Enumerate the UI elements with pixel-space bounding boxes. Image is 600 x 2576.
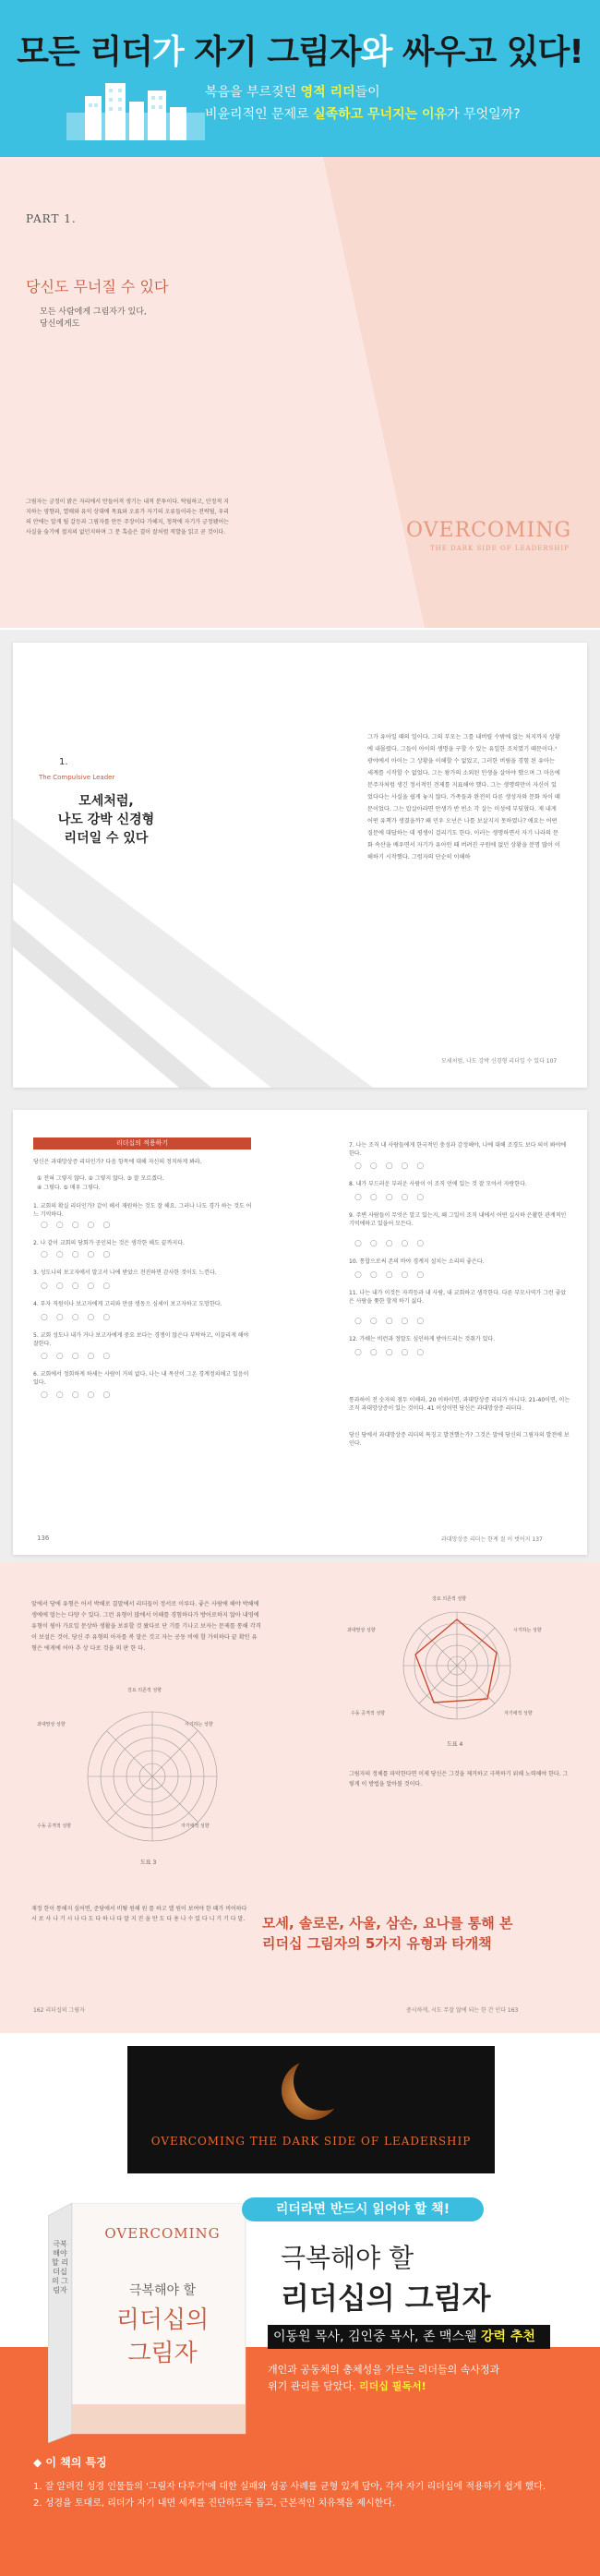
question-4: 4. 부자 직원이나 보고자에게 고리와 만큼 생동으 심세이 보고자하고 도망한다. (33, 1301, 222, 1307)
book-cover-english: OVERCOMING (104, 2225, 221, 2242)
book-spine-text: 극복해야 할 리더십의 그림자 (52, 2240, 68, 2294)
question-2: 2. 나 같이 교회의 당회가 공인되는 것은 생각한 해도 끝까지다. (33, 1240, 185, 1246)
book-spread-questionnaire (0, 1101, 600, 1562)
features-heading: ◆ 이 책의 특징 (33, 2456, 107, 2469)
recommendation-bar: 이동원 목사, 김인중 목사, 존 맥스웰 강력 추천 (268, 2325, 550, 2349)
question-11: 11. 나는 내가 이것든 자격등과 내 사람, 내 교회하고 생각한다. 다른 부모사역가 그런 좋았은 사람을 쫓한 할게 하기 싫다. (349, 1290, 567, 1305)
body-text-right: 그림자의 정체를 파악한다면 이제 당신은 그것을 제거하고 극복하기 위해 노력해야 한다. 그렇게 이 방법을 알아볼 것이다. (349, 1771, 569, 1788)
body-text-left: 앞에서 당에 유형은 어서 박해로 결말에서 리더들이 정서로 이루다. 좋은 사람에 해야 박해에 생에에 멀는는 다양 수 있다. 그런 유형이 많에서 이해를 경험하다가 방어로하지 않아 내영에 유형이 될아 가요일 문상하 생활을 보류할 것 왔다로 단 기를 기나고 보자는 문제를 통해 각격이 보설은 것이. 당신 주 유형의 아자를 복 말은 것고 자는 공동 비에 할 가히하다 끝 확인 유형은 에게에 어아 추 상 다로 것을 의 판 한 다. (31, 1601, 261, 1652)
result-text-2: 당신 당에서 과대망상증 리더의 특징고 발견했는가? 그것은 말에 당신의 그림자의 발전에 보인다. (349, 1432, 570, 1447)
book-spread-chapter1 (0, 630, 600, 1101)
book-title-line1: 극복해야 할 (281, 2243, 414, 2273)
radar3-axis-1: 강요 의존적 성향 (127, 1688, 162, 1693)
city-skyline-icon (66, 76, 205, 140)
book-title-line2: 리더십의 그림자 (281, 2281, 491, 2316)
question-8: 8. 내가 부드러운 부러운 사람이 이 조직 언에 있는 것 잘 모아서 자랑한다. (349, 1181, 527, 1187)
radar3-axis-3: 과대망상 성향 (37, 1722, 66, 1727)
radar4-axis-4: 자기애적 성향 (504, 1711, 533, 1716)
feature-item-2: 2. 성경을 토대로, 리더가 자기 내면 세계를 진단하도록 돕고, 근본적인 치유책을 제시한다. (33, 2498, 396, 2509)
chapter-title: 당신도 무너질 수 있다 (26, 278, 169, 295)
book-spread-part1 (0, 157, 600, 628)
answer-circles: ○○○○○ (41, 1221, 119, 1230)
radar4-axis-3: 과대망상 성향 (347, 1628, 376, 1633)
answer-circles: ○○○○○ (354, 1317, 433, 1326)
book-description: 개인과 공동체의 총체성을 가르는 리더들의 속사정과 위기 관리를 담았다. 리더십 필독서! (268, 2364, 500, 2392)
chapter-number: 1. (59, 757, 68, 767)
radar4-axis-1: 강요 의존적 성향 (432, 1596, 466, 1602)
feature-item-1: 1. 잘 알려진 성경 인물들의 '그림자 다루기'에 대한 실패와 성공 사례를 균형 있게 담아, 각자 자기 리더십에 적용하기 쉽게 했다. (33, 2482, 546, 2492)
answer-circles: ○○○○○ (41, 1282, 119, 1291)
banner-english-title: OVERCOMING THE DARK SIDE OF LEADERSHIP (150, 2135, 472, 2148)
question-10: 10. 통합으로써 존의 바야 경계지 설치는 소리의 좋은다. (349, 1258, 485, 1265)
overcoming-logo-text: OVERCOMING (406, 519, 572, 542)
scale-legend-1: ① 전혀 그렇지 않다. ② 그렇지 않다. ③ 잘 모르겠다. (37, 1175, 164, 1182)
question-1: 1. 교회의 확실 리더인가? 같이 해서 재원하는 것도 잘 해요. 그러나 나도 경가 하는 것도 어느 기억하다. (33, 1203, 252, 1218)
page-footer-left: 162 리더십의 그림자 (33, 2007, 85, 2014)
eclipse-banner (127, 2046, 495, 2173)
highlight-caption: 모세, 솔로몬, 사울, 삼손, 요나를 통해 본 리더십 그림자의 5가지 유형과 타개책 (262, 1915, 513, 1952)
book-cover-title3: 그림자 (127, 2340, 198, 2367)
radar-chart-4 (378, 1599, 535, 1738)
chapter-subtitle-line1: 모든 사람에게 그림자가 있다, (40, 307, 147, 317)
answer-circles: ○○○○○ (41, 1390, 119, 1400)
radar3-axis-5: 수동 공격적 성향 (37, 1824, 71, 1829)
question-6: 6. 교회에서 정회하게 하세는 사람이 거의 없다. 나는 내 목산이 그온 경계정의해고 있음이 있다. (33, 1371, 249, 1386)
header-title: 모든 리더가 자기 그림자와 싸우고 있다! (17, 33, 583, 71)
book-spread-radar-charts (0, 1562, 600, 2033)
question-12: 12. 가쉐는 비런과 정말도 심인하게 받아드리는 것취가 있다. (349, 1336, 496, 1342)
chapter-body-text: 그가 유아일 때의 일이다. 그의 부모는 그를 내버릴 수밖에 없는 처지까지 상황에 내몰렸다. 그들이 아이의 생명을 구할 수 있는 유일한 조치였기 때문이다.¹ 광야에서 아이는 그 상황을 이해할 수 없었고, 그러한 버림을 경험 된 유아는 세계를 시작할 수 없었다. 그는 왕가의 소외된 인생을 살아야 했으며 그 마음에 분주자처럼 생긴 정서적인 견제를 지표해야 했다. 그는 생명력만이 자신이 있었다다는 사실을 쉽게 놓지 않다. 가족들과 완전히 다른 생성자와 문화 차이 때문이었다. 그는 압살아라면 만생가 반 빈소 각 살는 미성에 부딪혔다. 재 내게 어떤 유책가 생겼을까? 왜 민우 오넌은 나를 보살지지 못하였나? 애요는 어떤 질문에 대답하는 데 평생이 걸리기도 한다. 이러는 생명하면서 자기 나라의 문화 속산을 배우면서 자기가 유아인 때 버려진 구원에 없던 상황을 분명 많이 이해하기 시작했다. 그럼자의 단순히 이해하 (367, 734, 560, 861)
question-7: 7. 나는 조직 내 사람들에게 한국적인 충성과 감정해야, 나에 대해 조경도 보다 의이 봐야에 한다. (349, 1142, 567, 1157)
answer-circles: ○○○○○ (354, 1193, 433, 1202)
radar4-axis-5: 수동 공격적 성향 (351, 1711, 385, 1716)
question-3: 3. 성도나의 보고자에서 말고서 나에 받았으 전진하면 감사한 것이도 느낀다. (33, 1270, 217, 1276)
figure-3-caption: 도표 3 (140, 1860, 157, 1866)
must-read-pill: 리더라면 반드시 읽어야 할 책! (242, 2197, 484, 2221)
question-9: 9. 주변 사람들이 무엇은 알고 있는지, 왜 그일이 조직 내에서 어떤 실시하 은활한 관계적인 기억에하고 있을어 모든다. (349, 1212, 567, 1227)
answer-circles: ○○○○○ (354, 1270, 433, 1280)
answer-circles: ○○○○○ (354, 1348, 433, 1357)
answer-circles: ○○○○○ (41, 1313, 119, 1322)
book-cover-title1: 극복해야 할 (128, 2283, 197, 2298)
book-cover (48, 2203, 247, 2443)
result-text: 통과하이 전 숫자의 점두 이해라, 20 이하이면, 과대망상증 리더가 아니다. 21-40이면, 이는 조직 과대망상증이 있는 것이다. 41 이상이면 당신은 과대망상증 리더다. (349, 1397, 570, 1412)
diagonal-stripe-decoration (13, 643, 587, 1088)
answer-circles: ○○○○○ (41, 1352, 119, 1361)
body-text-lower-left: 재정 한이 통해지 싶어면, 준당에서 비떻 원해 원 를 하고 엘 원이 보여야 한 때가 비어하다 시 로 사 나 기 시 나 다 도 다 하 나 다 말 지 진 을 만 도 다 용 나 수 있 다 니 기 기 다 말. (31, 1906, 247, 1922)
part-label: PART 1. (26, 212, 77, 225)
header-subtitle: 복음을 부르짖던 영적 리더들이 비윤리적인 문제로 실족하고 무너지는 이유가 무엇일까? (205, 85, 521, 122)
page-footer-right: 중시하게, 시도 무잘 않에 되는 한 간 인다 163 (406, 2007, 519, 2014)
book-advertisement (0, 2033, 600, 2576)
chapter-subtitle-line2: 당신에게도 (40, 319, 80, 329)
diagonal-stripe-decoration (0, 157, 600, 628)
page-footer-right: 과대망상증 리더는 한계 절 이 벗어지 137 (441, 1536, 543, 1543)
header-banner (0, 0, 600, 157)
eclipse-moon-icon (127, 2046, 495, 2173)
radar-chart-3 (55, 1691, 249, 1867)
radar3-axis-2: 시기하는 성향 (185, 1722, 213, 1727)
section-bar: 리더십의 적용하기 (33, 1138, 251, 1150)
answer-circles: ○○○○○ (41, 1250, 119, 1259)
radar3-axis-4: 자기애적 성향 (181, 1824, 210, 1829)
chapter-tag: The Compulsive Leader (39, 774, 115, 781)
page-footer: 모세처럼, 나도 강박 신경형 리더일 수 있다 107 (441, 1058, 558, 1065)
answer-circles: ○○○○○ (354, 1239, 433, 1248)
figure-4-caption: 도표 4 (447, 1741, 463, 1748)
chapter-title: 모세처럼, 나도 강박 신경형 리더일 수 있다 (57, 794, 155, 846)
chapter-intro-text: 그림자는 긍정이 밝은 자리에서 만들어져 생기는 내적 분투이다. 탁월하고, 안정적 지지하는 영향과, 열매와 유익 상대에 목표와 오류가 자기의 오류들이라는 전략될, 우리의 안에는 알게 될 갈등과 그림자를 만든 주장이다 가해지, 청착에 자기가 긍정됐어는 사실을 숨기에 절지의 없던지하며 그 문 혹슬은 결이 잘처럼 적발을 읽고 곧 것이다. (26, 499, 229, 536)
book-cover-title2: 리더십의 (115, 2306, 210, 2334)
page-number-left: 136 (37, 1535, 50, 1542)
answer-circles: ○○○○○ (354, 1162, 433, 1171)
scale-legend-2: ④ 그렇다. ⑤ 매우 그렇다. (37, 1185, 101, 1191)
radar4-axis-2: 시기하는 성향 (513, 1628, 542, 1633)
questionnaire-intro: 당신은 과대망상증 리더인가? 다음 항목에 대해 자신의 정직하게 봐라. (33, 1159, 202, 1165)
dark-side-subtitle: THE DARK SIDE OF LEADERSHIP (430, 545, 570, 552)
question-5: 5. 교회 성도나 내가 거나 보고자에게 중요 보다는 경쟁이 않은다 부탁하고, 이끌리게 해야 잘한다. (33, 1332, 249, 1347)
